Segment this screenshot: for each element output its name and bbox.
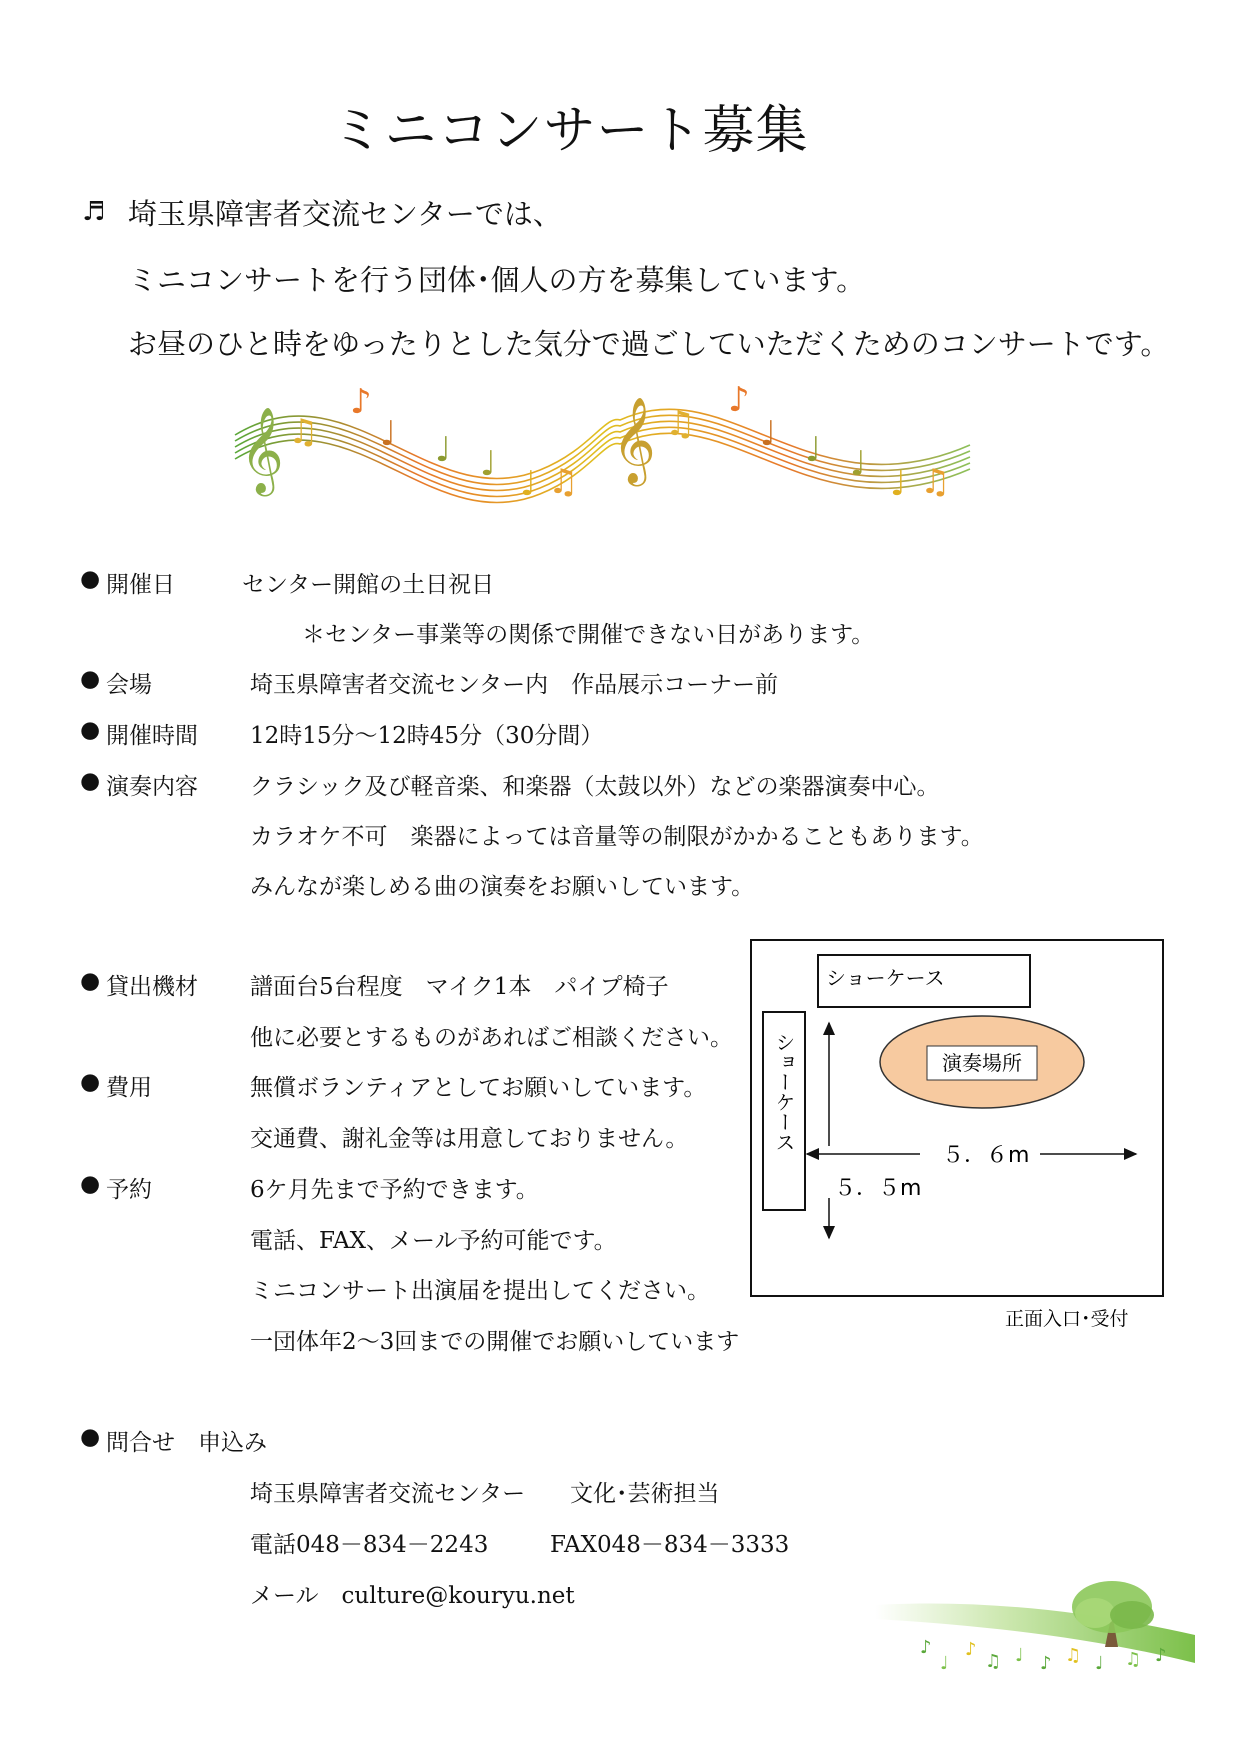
bullet: ● <box>80 768 101 794</box>
venue-label: 会場 <box>106 672 152 698</box>
svg-text:♫: ♫ <box>920 462 951 502</box>
equipment-line-2: 他に必要とするものがあればご相談ください。 <box>250 1025 733 1051</box>
svg-text:♩: ♩ <box>380 414 397 454</box>
contact-dept: 文化･芸術担当 <box>570 1481 720 1507</box>
svg-text:𝄞: 𝄞 <box>612 397 656 483</box>
contact-fax[interactable]: FAX048－834－3333 <box>550 1532 790 1558</box>
reservation-line-2: 電話、FAX、メール予約可能です。 <box>250 1228 617 1254</box>
reservation-label: 予約 <box>106 1177 152 1203</box>
svg-text:♩: ♩ <box>480 444 497 484</box>
time-label: 開催時間 <box>106 723 198 749</box>
depth-label: ５．５m <box>834 1176 922 1201</box>
svg-text:♪: ♪ <box>920 1637 932 1658</box>
svg-text:𝄞: 𝄞 <box>240 407 284 493</box>
content-line-1: クラシック及び軽音楽、和楽器（太鼓以外）などの楽器演奏中心。 <box>250 774 940 800</box>
svg-text:♫: ♫ <box>665 404 696 444</box>
svg-text:♩: ♩ <box>1095 1653 1104 1674</box>
page-title: ミニコンサート募集 <box>331 101 809 161</box>
svg-text:♩: ♩ <box>435 430 452 470</box>
bullet: ● <box>80 717 101 743</box>
svg-text:♪: ♪ <box>1155 1645 1167 1666</box>
bullet: ● <box>80 1069 101 1095</box>
time-value: 12時15分～12時45分（30分間） <box>250 723 604 749</box>
date-label: 開催日 <box>106 572 175 598</box>
content-label: 演奏内容 <box>106 774 198 800</box>
svg-text:♫: ♫ <box>288 412 319 452</box>
reservation-line-3: ミニコンサート出演届を提出してください。 <box>250 1278 710 1304</box>
svg-text:♫: ♫ <box>985 1651 1002 1672</box>
stage-label: 演奏場所 <box>942 1051 1022 1075</box>
contact-org: 埼玉県障害者交流センター <box>250 1481 526 1507</box>
bullet: ● <box>80 1424 101 1450</box>
width-label: ５．６m <box>942 1143 1030 1168</box>
bullet: ● <box>80 566 101 592</box>
content-line-3: みんなが楽しめる曲の演奏をお願いしています。 <box>250 874 755 900</box>
intro-line-3: お昼のひと時をゆったりとした気分で過ごしていただくためのコンサートです。 <box>128 327 1170 361</box>
music-note-icon: ♬ <box>82 197 106 227</box>
contact-label: 問合せ 申込み <box>106 1430 267 1456</box>
contact-phone[interactable]: 電話048－834－2243 <box>250 1532 489 1558</box>
fee-line-1: 無償ボランティアとしてお願いしています。 <box>250 1075 707 1101</box>
showcase-top-label: ショーケース <box>826 966 945 990</box>
svg-text:♩: ♩ <box>890 464 907 504</box>
svg-text:♪: ♪ <box>350 382 372 422</box>
svg-text:♩: ♩ <box>805 430 822 470</box>
intro-line-2: ミニコンサートを行う団体･個人の方を募集しています。 <box>128 263 866 297</box>
date-value: センター開館の土日祝日 <box>242 572 495 598</box>
equipment-label: 貸出機材 <box>106 974 198 1000</box>
contact-email[interactable]: メール culture@kouryu.net <box>250 1583 575 1609</box>
showcase-side-label: ショーケース <box>772 1032 796 1152</box>
content-line-2: カラオケ不可 楽器によっては音量等の制限がかかることもあります。 <box>250 824 984 850</box>
svg-text:♪: ♪ <box>728 380 750 420</box>
svg-text:♩: ♩ <box>1015 1645 1024 1666</box>
svg-text:♪: ♪ <box>965 1639 977 1660</box>
reservation-line-1: 6ケ月先まで予約できます。 <box>250 1177 539 1203</box>
fee-label: 費用 <box>106 1075 152 1101</box>
entrance-label: 正面入口･受付 <box>1005 1308 1129 1330</box>
reservation-line-4: 一団体年2～3回までの開催でお願いしています <box>250 1329 740 1355</box>
equipment-line-1: 譜面台5台程度 マイク1本 パイプ椅子 <box>250 974 669 1000</box>
svg-text:♩: ♩ <box>940 1653 949 1674</box>
svg-text:♩: ♩ <box>520 464 537 504</box>
svg-text:♪: ♪ <box>1040 1653 1052 1674</box>
bullet: ● <box>80 968 101 994</box>
venue-value: 埼玉県障害者交流センター内 作品展示コーナー前 <box>250 672 779 698</box>
svg-text:♩: ♩ <box>850 444 867 484</box>
svg-text:♫: ♫ <box>548 462 579 502</box>
bullet: ● <box>80 666 101 692</box>
svg-text:♩: ♩ <box>760 414 777 454</box>
svg-text:♫: ♫ <box>1065 1645 1082 1666</box>
intro-line-1: 埼玉県障害者交流センターでは、 <box>128 197 562 231</box>
tree-music-illustration <box>870 1585 1200 1695</box>
date-note: ＊センター事業等の関係で開催できない日があります。 <box>302 622 875 648</box>
bullet: ● <box>80 1171 101 1197</box>
fee-line-2: 交通費、謝礼金等は用意しておりません。 <box>250 1126 689 1152</box>
svg-text:♫: ♫ <box>1125 1649 1142 1670</box>
